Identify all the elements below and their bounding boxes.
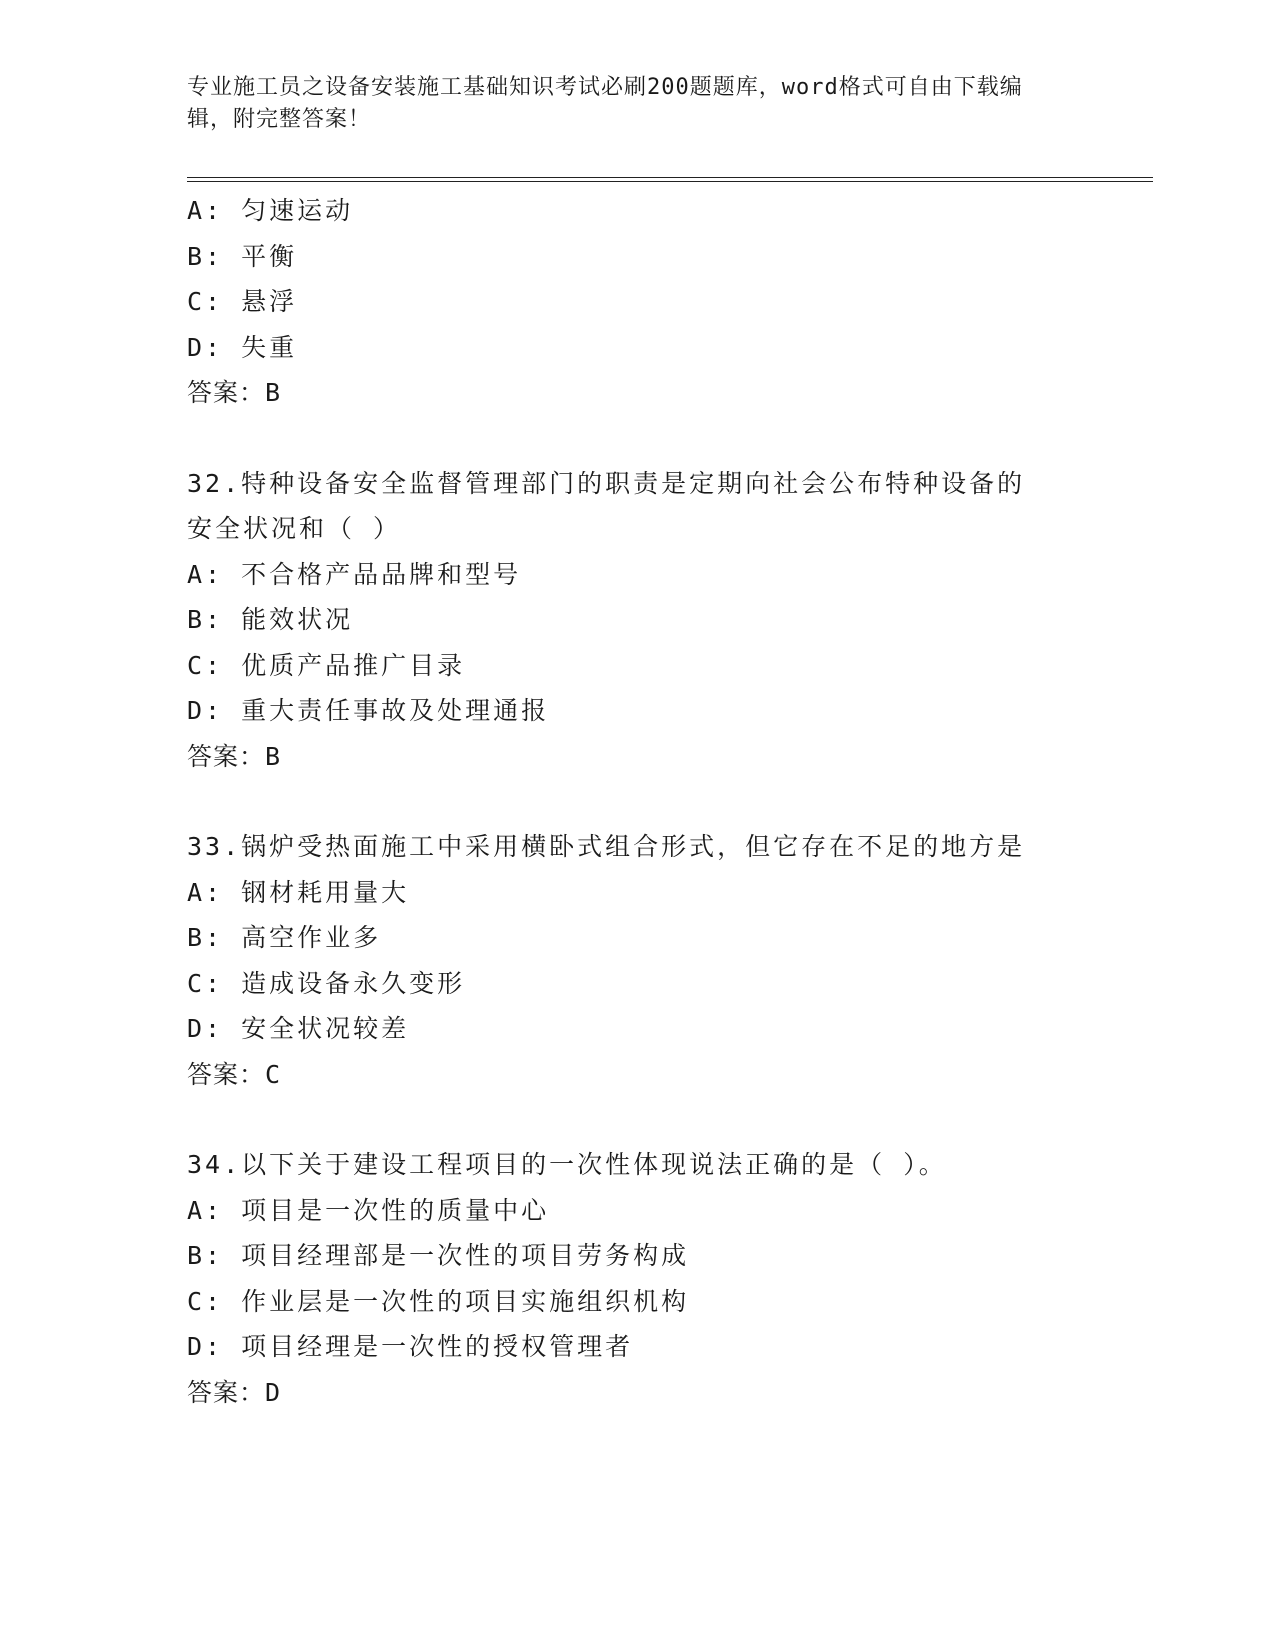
question-block-32 xyxy=(187,461,1087,780)
header-divider-bottom xyxy=(187,181,1153,182)
option-a: A: 项目是一次性的质量中心 xyxy=(187,1195,550,1225)
option-b: B: 平衡 xyxy=(187,241,298,271)
option-d: D: 重大责任事故及处理通报 xyxy=(187,696,550,725)
option-d: D: 安全状况较差 xyxy=(187,1014,410,1043)
question-stem: 33.锅炉受热面施工中采用横卧式组合形式，但它存在不足的地方是 xyxy=(187,832,1026,861)
option-d: D: 项目经理是一次性的授权管理者 xyxy=(187,1332,634,1361)
question-stem: 32.特种设备安全监督管理部门的职责是定期向社会公布特种设备的安全状况和（ ） xyxy=(187,468,1026,543)
option-c: C: 优质产品推广目录 xyxy=(187,650,466,680)
spacer xyxy=(187,779,1087,824)
option-a: A: 不合格产品品牌和型号 xyxy=(187,559,522,589)
option-c: C: 造成设备永久变形 xyxy=(187,968,466,998)
spacer xyxy=(187,1097,1087,1142)
option-d: D: 失重 xyxy=(187,332,298,362)
option-b: B: 能效状况 xyxy=(187,605,354,634)
question-block-33 xyxy=(187,824,1087,1097)
answer-label: 答案：C xyxy=(187,1059,282,1089)
option-b: B: 项目经理部是一次性的项目劳务构成 xyxy=(187,1241,690,1270)
option-c: C: 作业层是一次性的项目实施组织机构 xyxy=(187,1286,690,1316)
option-a: A: 钢材耗用量大 xyxy=(187,877,410,907)
answer-label: 答案：D xyxy=(187,1377,282,1407)
answer-label: 答案：B xyxy=(187,378,282,407)
answer-label: 答案：B xyxy=(187,741,282,771)
document-title: 专业施工员之设备安装施工基础知识考试必刷200题题库，word格式可自由下载编辑，附完整答案！ xyxy=(187,75,1023,132)
question-list xyxy=(187,188,1087,1415)
question-block-31 xyxy=(187,188,1087,416)
spacer xyxy=(187,416,1087,461)
option-c: C: 悬浮 xyxy=(187,287,298,316)
option-a: A: 匀速运动 xyxy=(187,196,354,225)
header-divider-top xyxy=(187,177,1153,178)
question-block-34 xyxy=(187,1142,1087,1415)
question-stem: 34.以下关于建设工程项目的一次性体现说法正确的是（ ）。 xyxy=(187,1150,947,1179)
option-b: B: 高空作业多 xyxy=(187,923,382,952)
